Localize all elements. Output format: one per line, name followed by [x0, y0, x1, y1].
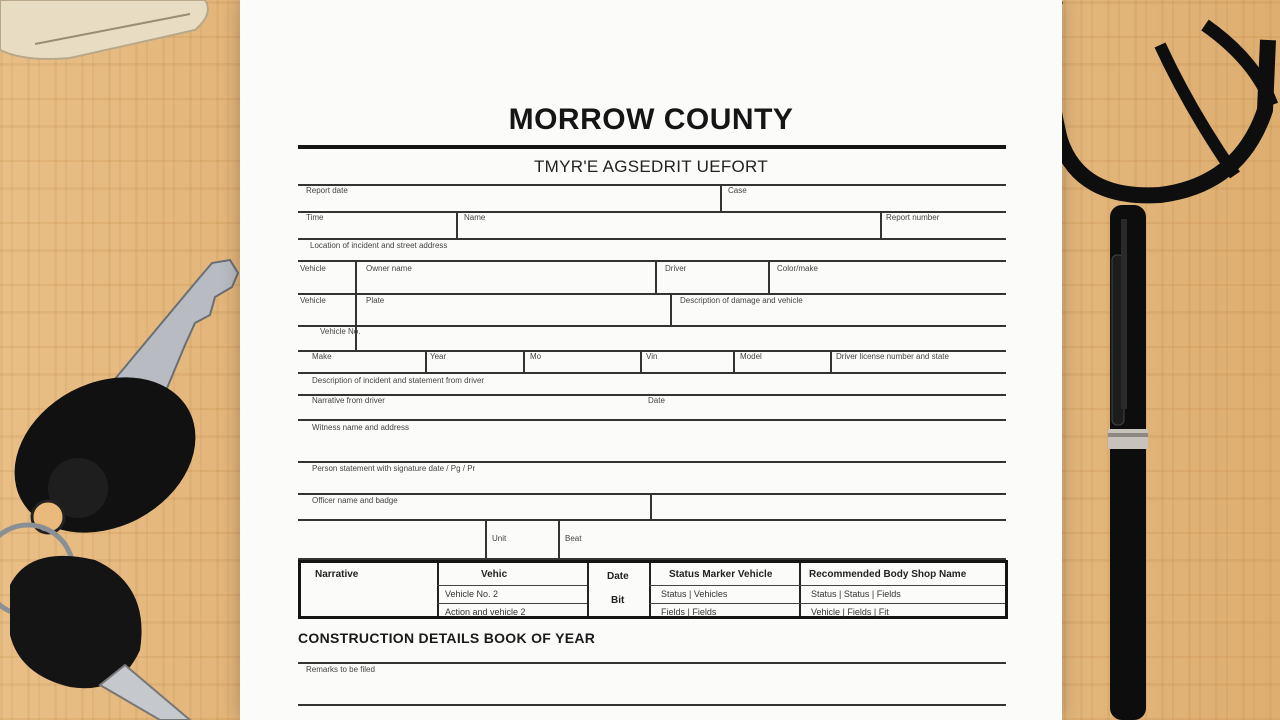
field-label: Report number [886, 213, 940, 222]
field-label: Date [648, 396, 665, 405]
form-line [298, 238, 1006, 240]
field-label: Driver license number and state [836, 352, 949, 361]
form-line [298, 419, 1006, 421]
form-line [298, 184, 1006, 186]
table-row-line [437, 603, 587, 604]
table-divider [649, 563, 651, 616]
field-label: Make [312, 352, 332, 361]
table-header: Recommended Body Shop Name [809, 569, 967, 580]
table-cell: Vehicle | Fields | Fit [811, 607, 889, 617]
title-rule [298, 145, 1006, 149]
table-divider [587, 563, 589, 616]
form-line [298, 704, 1006, 706]
form-divider [523, 350, 525, 372]
field-label: Person statement with signature date / Pg / Pr [312, 464, 476, 473]
form-divider [830, 350, 832, 372]
form-divider [425, 350, 427, 372]
field-label: Vehicle No. [320, 327, 361, 336]
field-label: Year [430, 352, 447, 361]
field-label: Vehicle [300, 264, 326, 273]
field-label: Narrative from driver [312, 396, 385, 405]
table-divider [799, 563, 801, 616]
field-label: Witness name and address [312, 423, 409, 432]
table-cell: Fields | Fields [661, 607, 717, 617]
form-divider [456, 211, 458, 238]
form-line [298, 260, 1006, 262]
form-divider [733, 350, 735, 372]
form-line [298, 493, 1006, 495]
form-divider [558, 519, 560, 558]
table-header: Status Marker Vehicle [669, 569, 773, 580]
field-label: Beat [565, 534, 582, 543]
vehicle-status-table [298, 560, 1008, 619]
field-label: Model [740, 352, 762, 361]
field-label: Report date [306, 186, 348, 195]
form-divider [670, 293, 672, 325]
field-label: Case [728, 186, 747, 195]
form-divider [650, 493, 652, 519]
table-divider [437, 563, 439, 616]
field-label: Description of incident and statement from driver [312, 376, 485, 385]
field-label: Plate [366, 296, 385, 305]
form-divider [655, 260, 657, 293]
table-header: Vehic [481, 569, 508, 580]
table-header: Bit [611, 595, 625, 606]
form-line [298, 519, 1006, 521]
field-label: Time [306, 213, 324, 222]
form-divider [768, 260, 770, 293]
table-cell: Status | Status | Fields [811, 589, 901, 599]
table-cell: Vehicle No. 2 [445, 589, 499, 599]
table-row-line [649, 585, 1005, 586]
field-label: Driver [665, 264, 687, 273]
county-title: MORROW COUNTY [508, 103, 794, 136]
form-line [298, 461, 1006, 463]
field-label: Unit [492, 534, 507, 543]
section-heading: CONSTRUCTION DETAILS BOOK OF YEAR [298, 630, 596, 646]
table-row-line [437, 585, 587, 586]
accident-report-form [240, 0, 1062, 720]
field-label: Vin [646, 352, 658, 361]
field-label: Name [464, 213, 486, 222]
field-label: Location of incident and street address [310, 241, 448, 250]
table-header: Narrative [315, 569, 359, 580]
pen [1095, 205, 1165, 720]
form-line [298, 372, 1006, 374]
car-keys [0, 255, 260, 720]
wallet-corner [0, 0, 220, 70]
form-divider [355, 260, 357, 350]
table-cell: Status | Vehicles [661, 589, 728, 599]
form-divider [720, 184, 722, 211]
field-label: Mo [530, 352, 542, 361]
field-label: Description of damage and vehicle [680, 296, 803, 305]
field-label: Vehicle [300, 296, 326, 305]
field-label: Officer name and badge [312, 496, 398, 505]
form-line [298, 293, 1006, 295]
table-header: Date [607, 571, 629, 582]
report-subtitle: TMYR'E AGSEDRIT UEFORT [533, 157, 769, 176]
field-label: Remarks to be filed [306, 665, 375, 674]
field-label: Owner name [366, 264, 412, 273]
table-cell: Action and vehicle 2 [445, 607, 526, 617]
form-line [298, 662, 1006, 664]
form-divider [880, 211, 882, 238]
form-line [298, 325, 1006, 327]
table-row-line [649, 603, 1005, 604]
form-divider [485, 519, 487, 558]
field-label: Color/make [777, 264, 818, 273]
form-divider [640, 350, 642, 372]
